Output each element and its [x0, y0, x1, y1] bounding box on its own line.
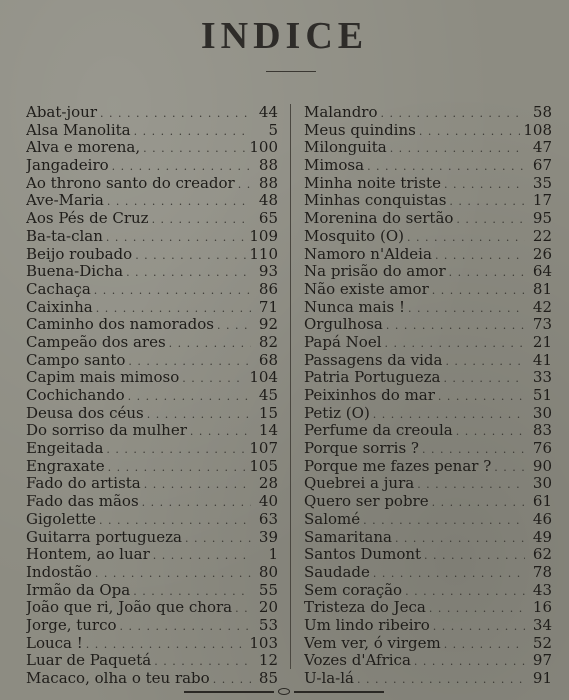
index-entry: [304, 458, 552, 476]
dot-leader: [185, 530, 251, 547]
dot-leader: [126, 264, 251, 281]
entry-page-number: 26: [532, 245, 552, 263]
index-entry: [26, 104, 278, 122]
dot-leader: [120, 618, 251, 635]
index-entry: [304, 122, 552, 140]
dot-leader: [363, 512, 525, 529]
dot-leader: [96, 300, 251, 317]
entry-title: Na prisão do amor: [304, 263, 446, 281]
entry-title: Um lindo ribeiro: [304, 616, 430, 634]
entry-page-number: 63: [258, 510, 278, 528]
index-entry: [26, 228, 278, 246]
entry-page-number: 47: [532, 139, 552, 157]
dot-leader: [133, 583, 251, 600]
dot-leader: [494, 459, 525, 476]
entry-title: Jangadeiro: [26, 157, 109, 175]
index-entry: [304, 228, 552, 246]
entry-page-number: 34: [532, 616, 552, 634]
dot-leader: [424, 547, 525, 564]
index-entry: [26, 316, 278, 334]
entry-title: Campo santo: [26, 351, 126, 369]
dot-leader: [433, 618, 525, 635]
entry-title: Perfume da creoula: [304, 422, 453, 440]
dot-leader: [153, 547, 251, 564]
dot-leader: [444, 176, 525, 193]
entry-title: Alsa Manolita: [26, 121, 131, 139]
entry-title: Indostão: [26, 563, 92, 581]
entry-page-number: 30: [532, 475, 552, 493]
entry-page-number: 22: [532, 227, 552, 245]
entry-page-number: 33: [532, 369, 552, 387]
dot-leader: [94, 282, 251, 299]
entry-page-number: 17: [532, 192, 552, 210]
entry-title: Irmão da Opa: [26, 581, 131, 599]
dot-leader: [217, 317, 251, 334]
index-entry: [304, 352, 552, 370]
index-entry: [26, 582, 278, 600]
index-entry: [304, 157, 552, 175]
index-entry: [304, 599, 552, 617]
entry-title: Porque sorris ?: [304, 440, 419, 458]
index-entry: [26, 281, 278, 299]
index-entry: [304, 263, 552, 281]
entry-page-number: 61: [532, 493, 552, 511]
entry-page-number: 105: [249, 457, 278, 475]
index-entry: [304, 511, 552, 529]
title-underline: [266, 71, 316, 72]
entry-title: Engraxate: [26, 457, 105, 475]
entry-title: Vozes d'Africa: [304, 652, 411, 670]
entry-page-number: 35: [532, 174, 552, 192]
index-entry: [26, 175, 278, 193]
index-entry: [304, 405, 552, 423]
entry-page-number: 41: [532, 351, 552, 369]
entry-page-number: 91: [532, 670, 552, 687]
ornament-rule-right: [294, 691, 384, 693]
entry-title: Fado do artista: [26, 475, 141, 493]
entry-title: Passagens da vida: [304, 351, 443, 369]
entry-title: Caixinha: [26, 298, 93, 316]
entry-page-number: 80: [258, 563, 278, 581]
index-entry: [304, 192, 552, 210]
entry-page-number: 67: [532, 157, 552, 175]
dot-leader: [112, 158, 251, 175]
dot-leader: [407, 229, 525, 246]
entry-page-number: 55: [258, 581, 278, 599]
dot-leader: [100, 105, 251, 122]
index-entry: [26, 599, 278, 617]
entry-page-number: 92: [258, 316, 278, 334]
index-entry: [26, 493, 278, 511]
entry-title: Patria Portugueza: [304, 369, 441, 387]
entry-title: João que ri, João que chora: [26, 599, 233, 617]
dot-leader: [405, 583, 525, 600]
entry-page-number: 109: [249, 227, 278, 245]
index-entry: [304, 564, 552, 582]
bottom-ornament: [184, 688, 384, 696]
entry-title: Saudade: [304, 563, 370, 581]
entry-page-number: 45: [258, 387, 278, 404]
entry-title: Mimosa: [304, 157, 365, 175]
entry-title: Caminho dos namorados: [26, 316, 214, 334]
index-entry: [26, 670, 278, 688]
dot-leader: [367, 158, 525, 175]
dot-leader: [108, 459, 247, 476]
dot-leader: [390, 140, 525, 157]
entry-page-number: 58: [532, 104, 552, 121]
dot-leader: [449, 193, 525, 210]
dot-leader: [182, 370, 246, 387]
dot-leader: [395, 530, 525, 547]
dot-leader: [357, 671, 525, 688]
index-entry: [304, 546, 552, 564]
index-entry: [26, 387, 278, 405]
index-entry: [304, 316, 552, 334]
dot-leader: [95, 565, 251, 582]
entry-page-number: 104: [249, 369, 278, 387]
index-entry: [26, 157, 278, 175]
dot-leader: [432, 282, 525, 299]
entry-page-number: 46: [532, 510, 552, 528]
index-entry: [26, 422, 278, 440]
entry-page-number: 95: [532, 210, 552, 228]
entry-title: Do sorriso da mulher: [26, 422, 187, 440]
index-entry: [304, 246, 552, 264]
index-entry: [26, 440, 278, 458]
dot-leader: [417, 476, 525, 493]
entry-title: Luar de Paquetá: [26, 652, 152, 670]
entry-title: Capim mais mimoso: [26, 369, 180, 387]
index-list-right: [304, 104, 552, 688]
index-entry: [304, 281, 552, 299]
dot-leader: [385, 335, 525, 352]
index-entry: [26, 458, 278, 476]
index-entry: [26, 617, 278, 635]
entry-page-number: 88: [258, 174, 278, 192]
entry-title: Ao throno santo do creador: [26, 174, 235, 192]
index-entry: [304, 334, 552, 352]
entry-page-number: 30: [532, 404, 552, 422]
entry-title: Não existe amor: [304, 280, 429, 298]
entry-page-number: 52: [532, 634, 552, 652]
index-entry: [304, 617, 552, 635]
index-entry: [304, 299, 552, 317]
dot-leader: [444, 636, 525, 653]
index-entry: [26, 122, 278, 140]
entry-title: Ba-ta-clan: [26, 227, 103, 245]
entry-title: Peixinhos do mar: [304, 387, 435, 404]
entry-title: Quero ser pobre: [304, 493, 429, 511]
entry-title: Ave-Maria: [26, 192, 104, 210]
page-title: INDICE: [200, 15, 369, 57]
index-entry: [304, 493, 552, 511]
dot-leader: [106, 441, 246, 458]
index-entry: [304, 104, 552, 122]
entry-title: Campeão dos ares: [26, 333, 166, 351]
entry-title: U-la-lá: [304, 670, 354, 687]
index-entry: [26, 635, 278, 653]
index-entry: [304, 422, 552, 440]
dot-leader: [235, 600, 251, 617]
entry-page-number: 42: [532, 298, 552, 316]
dot-leader: [147, 406, 251, 423]
entry-page-number: 21: [532, 333, 552, 351]
entry-page-number: 81: [532, 280, 552, 298]
dot-leader: [432, 494, 525, 511]
index-list-left: [26, 104, 278, 688]
entry-page-number: 90: [532, 457, 552, 475]
entry-title: Quebrei a jura: [304, 475, 415, 493]
dot-leader: [438, 388, 525, 405]
index-entry: [26, 352, 278, 370]
index-entry: [26, 299, 278, 317]
entry-page-number: 88: [258, 157, 278, 175]
entry-title: Malandro: [304, 104, 378, 121]
entry-page-number: 103: [249, 634, 278, 652]
entry-title: Gigolette: [26, 510, 97, 528]
index-entry: [26, 246, 278, 264]
index-entry: [26, 475, 278, 493]
ornament-knot: [278, 688, 290, 695]
index-entry: [304, 210, 552, 228]
entry-title: Hontem, ao luar: [26, 546, 150, 564]
index-entry: [26, 192, 278, 210]
entry-page-number: 64: [532, 263, 552, 281]
dot-leader: [456, 423, 525, 440]
entry-title: Deusa dos céus: [26, 404, 144, 422]
dot-leader: [373, 565, 525, 582]
dot-leader: [142, 494, 251, 511]
entry-page-number: 78: [532, 563, 552, 581]
index-entry: [26, 652, 278, 670]
index-entry: [26, 564, 278, 582]
dot-leader: [152, 211, 251, 228]
entry-page-number: 40: [258, 493, 278, 511]
dot-leader: [135, 247, 246, 264]
entry-page-number: 15: [258, 404, 278, 422]
dot-leader: [143, 140, 246, 157]
dot-leader: [456, 211, 525, 228]
entry-title: Alva e morena,: [26, 139, 141, 157]
entry-page-number: 39: [258, 528, 278, 546]
entry-title: Porque me fazes penar ?: [304, 457, 492, 475]
entry-title: Cachaça: [26, 280, 91, 298]
entry-page-number: 107: [249, 440, 278, 458]
entry-title: Minhas conquistas: [304, 192, 447, 210]
entry-title: Mosquito (O): [304, 227, 404, 245]
ornament-rule-left: [184, 691, 274, 693]
entry-page-number: 100: [249, 139, 278, 157]
dot-leader: [429, 600, 525, 617]
index-entry: [26, 511, 278, 529]
index-entry: [304, 369, 552, 387]
entry-title: Jorge, turco: [26, 616, 117, 634]
entry-page-number: 49: [532, 528, 552, 546]
entry-page-number: 83: [532, 422, 552, 440]
index-entry: [304, 652, 552, 670]
entry-page-number: 53: [258, 616, 278, 634]
dot-leader: [443, 370, 525, 387]
entry-title: Buena-Dicha: [26, 263, 124, 281]
entry-page-number: 20: [258, 599, 278, 617]
dot-leader: [99, 512, 251, 529]
entry-page-number: 28: [258, 475, 278, 493]
entry-page-number: 16: [532, 599, 552, 617]
entry-title: Abat-jour: [26, 104, 97, 121]
index-entry: [26, 334, 278, 352]
dot-leader: [408, 300, 525, 317]
entry-title: Salomé: [304, 510, 361, 528]
entry-title: Papá Noel: [304, 333, 382, 351]
index-entry: [304, 475, 552, 493]
dot-leader: [414, 653, 525, 670]
dot-leader: [419, 123, 521, 140]
entry-page-number: 71: [258, 298, 278, 316]
index-entry: [26, 369, 278, 387]
dot-leader: [373, 406, 525, 423]
dot-leader: [128, 353, 251, 370]
dot-leader: [422, 441, 525, 458]
entry-title: Beijo roubado: [26, 245, 133, 263]
dot-leader: [86, 636, 247, 653]
index-entry: [304, 387, 552, 405]
dot-leader: [238, 176, 251, 193]
entry-page-number: 82: [258, 333, 278, 351]
entry-page-number: 48: [258, 192, 278, 210]
entry-title: Engeitada: [26, 440, 104, 458]
entry-page-number: 110: [249, 245, 278, 263]
entry-page-number: 85: [258, 670, 278, 687]
entry-title: Tristeza do Jeca: [304, 599, 426, 617]
index-entry: [304, 529, 552, 547]
entry-page-number: 5: [268, 121, 278, 139]
index-entry: [26, 210, 278, 228]
entry-page-number: 108: [523, 121, 552, 139]
dot-leader: [128, 388, 251, 405]
entry-title: Samaritana: [304, 528, 392, 546]
entry-page-number: 86: [258, 280, 278, 298]
column-divider: [290, 104, 291, 669]
entry-title: Namoro n'Aldeia: [304, 245, 432, 263]
entry-title: Nunca mais !: [304, 298, 406, 316]
index-entry: [26, 263, 278, 281]
entry-page-number: 76: [532, 440, 552, 458]
dot-leader: [435, 247, 525, 264]
entry-page-number: 14: [258, 422, 278, 440]
entry-title: Fado das mãos: [26, 493, 139, 511]
dot-leader: [386, 317, 525, 334]
entry-page-number: 62: [532, 546, 552, 564]
entry-title: Minha noite triste: [304, 174, 441, 192]
entry-title: Petiz (O): [304, 404, 370, 422]
index-entry: [26, 139, 278, 157]
entry-page-number: 93: [258, 263, 278, 281]
index-entry: [304, 175, 552, 193]
entry-page-number: 12: [258, 652, 278, 670]
dot-leader: [213, 671, 251, 688]
entry-title: Aos Pés de Cruz: [26, 210, 149, 228]
entry-title: Orgulhosa: [304, 316, 383, 334]
entry-title: Louca !: [26, 634, 83, 652]
dot-leader: [445, 353, 525, 370]
index-entry: [304, 139, 552, 157]
dot-leader: [144, 476, 251, 493]
index-entry: [26, 405, 278, 423]
entry-title: Santos Dumont: [304, 546, 422, 564]
index-entry: [304, 635, 552, 653]
entry-title: Guitarra portugueza: [26, 528, 182, 546]
entry-page-number: 44: [258, 104, 278, 121]
entry-page-number: 97: [532, 652, 552, 670]
dot-leader: [107, 193, 251, 210]
entry-page-number: 51: [532, 387, 552, 404]
entry-title: Meus quindins: [304, 121, 416, 139]
index-entry: [304, 582, 552, 600]
dot-leader: [190, 423, 251, 440]
entry-title: Cochichando: [26, 387, 125, 404]
index-entry: [304, 670, 552, 688]
entry-title: Vem ver, ó virgem: [304, 634, 441, 652]
dot-leader: [106, 229, 246, 246]
dot-leader: [134, 123, 251, 140]
entry-title: Morenina do sertão: [304, 210, 454, 228]
entry-page-number: 68: [258, 351, 278, 369]
entry-page-number: 73: [532, 316, 552, 334]
entry-page-number: 43: [532, 581, 552, 599]
entry-title: Sem coração: [304, 581, 403, 599]
index-entry: [304, 440, 552, 458]
dot-leader: [449, 264, 525, 281]
dot-leader: [169, 335, 251, 352]
entry-page-number: 1: [268, 546, 278, 564]
entry-title: Macaco, olha o teu rabo: [26, 670, 210, 687]
entry-page-number: 65: [258, 210, 278, 228]
index-entry: [26, 546, 278, 564]
index-entry: [26, 529, 278, 547]
entry-title: Milonguita: [304, 139, 387, 157]
dot-leader: [154, 653, 251, 670]
dot-leader: [381, 105, 525, 122]
